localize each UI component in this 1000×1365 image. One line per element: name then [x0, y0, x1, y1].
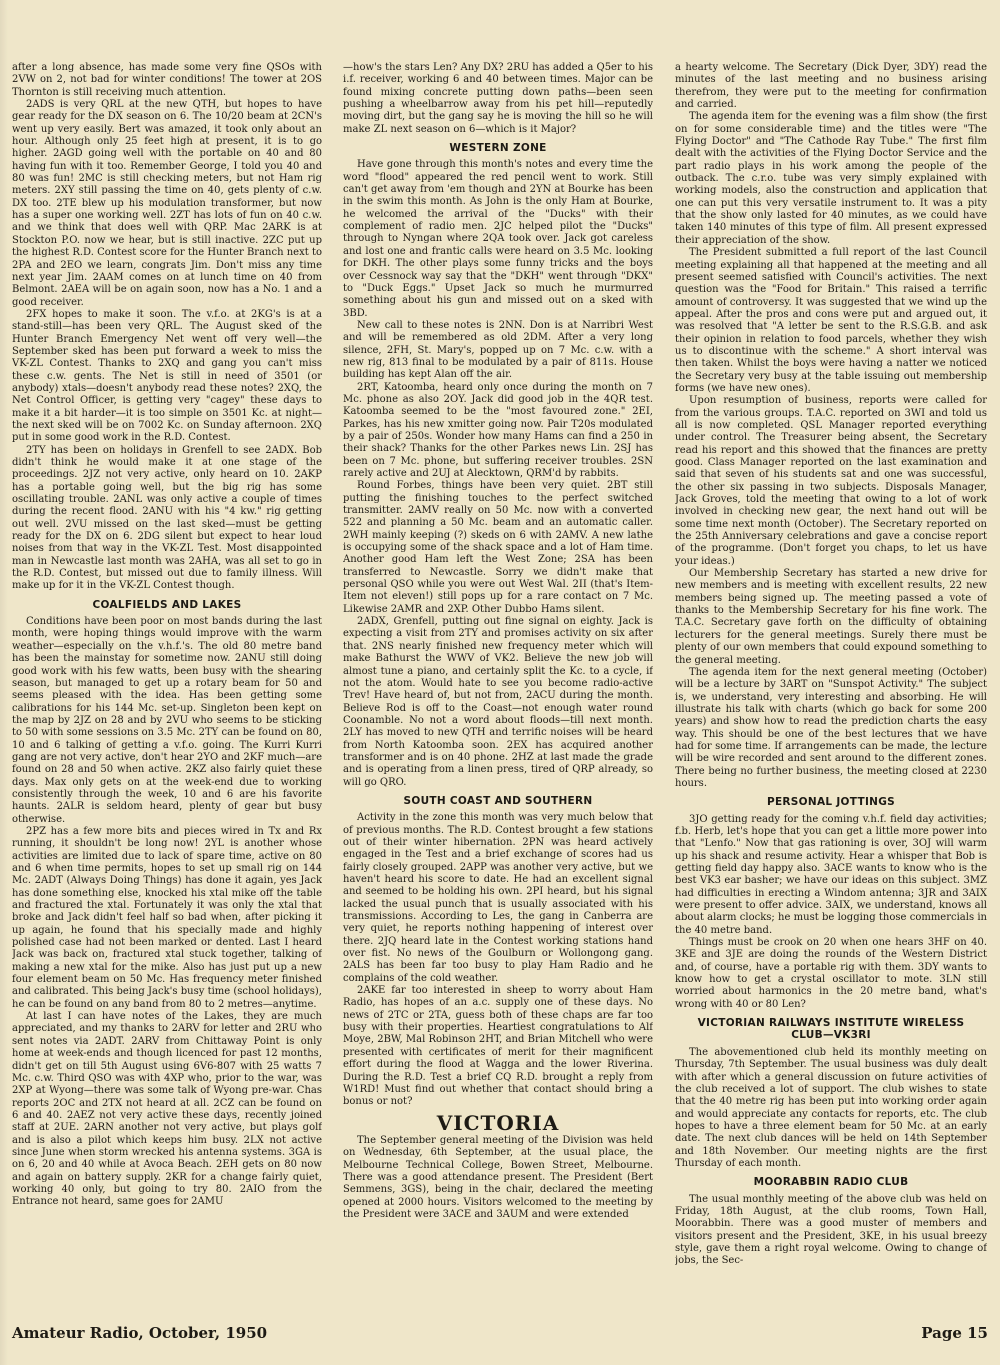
section-heading: MOORABBIN RADIO CLUB: [753, 1176, 909, 1189]
paragraph: 2ADX, Grenfell, putting out fine signal on eighty. Jack is expecting a visit from 2TY and promises activity on six after that. 2NS nearly finished new frequency meter which will make Bathurst the WWV of VK2. Believe the new job will almost tune a piano, and certainly split the Kc. to a cycle, if not the atom. Would hate to see you become radio-active Trev! Have heard of, but not from, 2ACU during the month. Believe Rod is off to the Coast—not enough water round Coonamble. No not a word about floods—till next month. 2LY has moved to new QTH and terrific noises will be heard from North Katoomba soon. 2EX has acquired another transformer and is on 40 phone. 2HZ at last made the grade and is operating from a linen press, tired of QRP already, so will go QRO.: [343, 616, 653, 788]
paragraph: 2FX hopes to make it soon. The v.f.o. at 2KG's is at a stand-still—has been very QRL. The August sked of the Hunter Branch Emergency Net went off very well—the September sked has been put forward a week to miss the VK-ZL Contest. Thanks to 2XQ and gang you can't miss these c.w. gents. The Net is still in need of 3501 (or anybody) xtals—doesn't anybody read these notes? 2XQ, the Net Control Officer, is getting very "cagey" these days to make it a bit harder—it is too simple on 3501 Kc. at night—the next sked will be on 7002 Kc. on Sunday afternoon. 2XQ put in some good work in the R.D. Contest.: [12, 308, 322, 444]
page-footer: [12, 1324, 988, 1348]
page-number: Page 15: [921, 1324, 988, 1342]
page-edge-shadow: [0, 0, 8, 1365]
paragraph: Our Membership Secretary has started a new drive for new members and is meeting with excellent results, 22 new members being signed up. The meeting passed a vote of thanks to the Membership Secretary for his fine work. The T.A.C. Secretary gave forth on the difficulty of obtaining lecturers for the general meetings. Surely there must be plenty of our own members that could expound something to the general meeting.: [675, 568, 987, 666]
paragraph: 2AKE far too interested in sheep to worry about Ham Radio, has hopes of an a.c. supply one of these days. No news of 2TC or 2TA, guess both of these chaps are far too busy with their properties. Heartiest congratulations to Alf Moye, 2BW, Mal Robinson 2HT, and Brian Mitchell who were presented with certificates of merit for their magnificent effort during the flood at Wagga and the lower Riverina. During the R.D. Test a brief CQ R.D. brought a reply from W1RD! Must find out whether that contact should bring a bonus or not?: [343, 985, 653, 1108]
column-2: [343, 62, 653, 1317]
paragraph: Activity in the zone this month was very much below that of previous months. The R.D. Contest brought a few stations out of their winter hibernation. 2PN was heard actively engaged in the Test and a brief exchange of scores had us fairly closely grouped. 2APP was another very active, but we haven't heard his score to date. He had an excellent signal and seemed to be holding his own. 2PI heard, but his signal lacked the usual punch that is usually associated with his transmissions. According to Les, the gang in Canberra are very quiet, he reports nothing happening of interest over there. 2JQ heard late in the Contest working stations hand over fist. No news of the Goulburn or Wollongong gang. 2ALS has been far too busy to play Ham Radio and he complains of the cold weather.: [343, 812, 653, 984]
state-heading: VICTORIA: [436, 1110, 560, 1135]
paragraph: At last I can have notes of the Lakes, they are much appreciated, and my thanks to 2ARV for letter and 2RU who sent notes via 2ADT. 2ARV from Chittaway Point is only home at week-ends and though licenced for past 12 months, didn't get on till 5th August using 6V6-807 with 25 watts 7 Mc. c.w. Third QSO was with 4XP who, prior to the war, was 2XP at Wyong—there was some talk of Wyong pre-war. Chas reports 2OC and 2TX not heard at all. 2CZ can be found on 6 and 40. 2AEZ not very active these days, recently joined staff at 2UE. 2ARN another not very active, but plays golf and is also a pilot which keeps him busy. 2LX not active since June when storm wrecked his antenna systems. 3GA is on 6, 20 and 40 while at Avoca Beach. 2EH gets on 80 now and again on battery supply. 2KR for a change fairly quiet, working 40 only, but going to try 80. 2AIO from the Entrance not heard, same goes for 2AMU: [12, 1011, 322, 1208]
paragraph: Have gone through this month's notes and every time the word "flood" appeared the red pencil went to work. Still can't get away from 'em though and 2YN at Bourke has been in the swim this month. As John is the only Ham at Bourke, he welcomed the arrival of the "Ducks" with their complement of radio men. 2JC helped pilot the "Ducks" through to Nyngan where 2QA took over. Jack got careless and lost one and frantic calls were heard on 3.5 Mc. looking for DKH. The other plays some funny tricks and the boys over Cessnock way say that the "DKH" went through "DKX" to "Duck Eggs." Upset Jack so much he murmurred something about his gun and missed out on a sked with 3BD.: [343, 159, 653, 319]
paragraph: 2PZ has a few more bits and pieces wired in Tx and Rx running, it shouldn't be long now! 2YL is another whose activities are limited due to lack of spare time, active on 80 and 6 when time permits, hopes to set up small rig on 144 Mc. 2ADT (Always Doing Things) has done it again, yes Jack has done something else, knocked his xtal mike off the table and fractured the xtal. Fortunately it was only the xtal that broke and Jack didn't feel half so bad when, after picking it up again, he found that his specially made and highly polished case had not been marked or dented. Last I heard Jack was back on, fractured xtal stuck together, talking of making a new xtal for the mike. Also has just put up a new four element beam on 50 Mc. Has frequency meter finished and calibrated. This being Jack's busy time (school holidays), he can be found on any band from 80 to 2 metres—anytime.: [12, 825, 322, 1010]
paragraph: Round Forbes, things have been very quiet. 2BT still putting the finishing touches to the perfect switched transmitter. 2AMV really on 50 Mc. now with a converted 522 and planning a 50 Mc. beam and an automatic caller. 2WH mainly keeping (?) skeds on 6 with 2AMV. A new lathe is occupying some of the shack space and a lot of Ham time. Another good Ham left the West Zone; 2SA has been transferred to Newcastle. Sorry we didn't make that personal QSO while you were out West Wal. 2II (that's Item-Item not eleven!) still pops up for a rare contact on 7 Mc. Likewise 2AMR and 2XP. Other Dubbo Hams silent.: [343, 480, 653, 615]
section-heading: WESTERN ZONE: [449, 142, 547, 155]
column-3: [675, 62, 987, 1317]
section-heading: PERSONAL JOTTINGS: [766, 796, 896, 809]
paragraph: Conditions have been poor on most bands during the last month, were hoping things would improve with the warm weather—especially on the v.h.f.'s. The old 80 metre band has been the mainstay for sometime now. 2ANU still doing good work with his few watts, been busy with the shearing season, but managed to get up a rotary beam for 50 and seems pleased with the idea. Has been getting some calibrations for his 144 Mc. set-up. Singleton been kept on the map by 2JZ on 28 and by 2VU who seems to be sticking to 50 with some sessions on 3.5 Mc. 2TY can be found on 80, 10 and 6 talking of getting a v.f.o. going. The Kurri Kurri gang are not very active, don't hear 2YO and 2KF much—are found on 28 and 50 when active. 2KZ also fairly quiet these days. Max only gets on at the week-end due to working consistently through the week, 10 and 6 are his favorite haunts. 2ALR is seldom heard, plenty of gear but busy otherwise.: [12, 616, 322, 825]
paragraph: 2TY has been on holidays in Grenfell to see 2ADX. Bob didn't think he would make it at one stage of the proceedings. 2JZ not very active, only heard on 10. 2AKP has a portable going well, but the big rig has some oscillating trouble. 2ANL was only active a couple of times during the recent flood. 2ANU with his "4 kw." rig getting out well. 2VU missed on the last sked—must be getting ready for the DX on 6. 2DG silent but expect to hear loud noises from that way in the VK-ZL Test. Most disappointed man in Newcastle last month was 2AHA, was all set to go in the R.D. Contest, but missed out due to family illness. Will make up for it in the VK-ZL Contest though.: [12, 444, 322, 592]
paragraph: The agenda item for the next general meeting (October) will be a lecture by 3ART on "Sunspot Activity." The subject is, we understand, very interesting and absorbing. He will illustrate his talk with charts (which go back for some 200 years) and show how to read the prediction charts the easy way. This should be one of the best lectures that we have had for some time. If arrangements can be made, the lecture will be wire recorded and sent around to the different zones. There being no further business, the meeting closed at 2230 hours.: [675, 666, 987, 789]
section-heading: COALFIELDS AND LAKES: [92, 598, 242, 611]
paragraph: The September general meeting of the Division was held on Wednesday, 6th September, at the usual place, the Melbourne Technical College, Bowen Street, Melbourne. There was a good attendance present. The President (Bert Semmens, 3GS), being in the chair, declared the meeting opened at 2000 hours. Visitors welcomed to the meeting by the President were 3ACE and 3AUM and were extended: [343, 1134, 653, 1220]
section-heading-line2: CLUB—VK3RI: [791, 1029, 871, 1042]
paragraph: 3JO getting ready for the coming v.h.f. field day activities; f.b. Herb, let's hope that you can get a little more power into that "Lenfo." Now that gas rationing is over, 3OJ will warm up his shack and resume activity. Hear a whisper that Bob is getting field day happy also. 3ACE wants to know who is the best VK3 ear basher; we have our ideas on this subject. 3MZ had difficulties in erecting a Windom antenna; 3JR and 3AIX were present to offer advice. 3AIX, we understand, knows all about alarm clocks; he must be logging those commercials in the 40 metre band.: [675, 813, 987, 936]
paragraph: The usual monthly meeting of the above club was held on Friday, 18th August, at the club rooms, Town Hall, Moorabbin. There was a good muster of members and visitors present and the President, 3KE, in his usual breezy style, gave them a right royal welcome. Owing to change of jobs, the Sec-: [675, 1193, 987, 1267]
paragraph: The President submitted a full report of the last Council meeting explaining all that happened at the meeting and all present seemed satisfied with Council's activities. The next question was the "Food for Britain." This raised a terrific amount of controversy. It was suggested that we wind up the appeal. After the pros and cons were put and argued out, it was resolved that "A letter be sent to the R.S.G.B. and ask their opinion in relation to food parcels, whether they wish us to discontinue with the scheme." A short interval was then taken. Whilst the boys were having a natter we noticed the Secretary very busy at the table issuing out membership forms (we have new ones).: [675, 247, 987, 394]
paragraph: Upon resumption of business, reports were called for from the various groups. T.A.C. reported on 3WI and told us all is now completed. QSL Manager reported everything under control. The Treasurer being absent, the Secretary read his report and this showed that the finances are pretty good. Class Manager reported on the last examination and said that seven of his students sat and one was successful, the other six passing in two subjects. Disposals Manager, Jack Groves, told the meeting that owing to a lot of work involved in checking new gear, the next hand out will be some time next month (October). The Secretary reported on the 25th Anniversary celebrations and gave a concise report of the programme. (Don't forget you chaps, to let us have your ideas.): [675, 395, 987, 567]
publication-info: Amateur Radio, October, 1950: [12, 1324, 268, 1342]
paragraph: after a long absence, has made some very fine QSOs with 2VW on 2, not bad for winter conditions! The tower at 2OS Thornton is still receiving much attention.: [12, 62, 322, 98]
paragraph: —how's the stars Len? Any DX? 2RU has added a Q5er to his i.f. receiver, working 6 and 40 between times. Major can be found mixing concrete putting down paths—been seen pushing a wheelbarrow away from his pet hill—reputedly moving dirt, but the gang say he is moving the hill so he will make ZL next season on 6—which is it Major?: [343, 62, 653, 135]
paragraph: Things must be crook on 20 when one hears 3HF on 40. 3KE and 3JE are doing the rounds of the Western District and, of course, have a portable rig with them. 3DY wants to know how to get a crystal oscillator to mote. 3LN still worried about harmonics in the 20 metre band, what's wrong with 40 or 80 Len?: [675, 937, 987, 1010]
column-1: [12, 62, 322, 1317]
paragraph: The abovementioned club held its monthly meeting on Thursday, 7th September. The usual business was duly dealt with after which a general discussion on future activities of the club received a lot of support. The club wishes to state that the 40 metre rig has been put into working order again and would appreciate any contacts for reports, etc. The club hopes to have a three element beam for 50 Mc. at an early date. The next club dances will be held on 14th September and 18th November. Our meeting nights are the first Thursday of each month.: [675, 1046, 987, 1169]
paragraph: 2ADS is very QRL at the new QTH, but hopes to have gear ready for the DX season on 6. The 10/20 beam at 2CN's went up very easily. Bert was amazed, it took only about an hour. Although only 25 feet high at present, it is to go higher. 2AGD going well with the portable on 40 and 80 having fun with it too. Remember George, I told you 40 and 80 was fun! 2MC is still checking meters, but not Ham rig meters. 2XY still passing the time on 40, gets plenty of c.w. DX too. 2TE blew up his modulation transformer, but now has a super one working well. 2ZT has lots of fun on 40 c.w. and we think that does well with QRP. Mac 2ARK is at Stockton P.O. now we hear, but is still inactive. 2ZC put up the highest R.D. Contest score for the Hunter Branch next to 2PA and 2EO we learn, congrats Jim. Don't miss any time next year Jim. 2AAM comes on at lunch time on 40 from Belmont. 2AEA will be on again soon, now has a No. 1 and a good receiver.: [12, 99, 322, 308]
paragraph: a hearty welcome. The Secretary (Dick Dyer, 3DY) read the minutes of the last meeting and no business arising therefrom, they were put to the meeting for confirmation and carried.: [675, 62, 987, 111]
paragraph: The agenda item for the evening was a film show (the first on for some considerable time) and the titles were "The Flying Doctor" and "The Cathode Ray Tube." The first film dealt with the activities of the Flying Doctor Service and the part radio plays in his work among the people of the outback. The c.r.o. tube was very simply explained with working models, also the construction and application that one can put this very versatile instrument to. It was a pity that the show only lasted for 40 minutes, as we could have taken 140 minutes of this type of film. All present expressed their appreciation of the show.: [675, 111, 987, 246]
paragraph: 2RT, Katoomba, heard only once during the month on 7 Mc. phone as also 2OY. Jack did good job in the 4QR test. Katoomba seemed to be the "most favoured zone." 2EI, Parkes, has his new xmitter going now. Pair T20s modulated by a pair of 250s. Wonder how many Hams can find a 250 in their shack? Thanks for the other Parkes news Lin. 2SJ has been on 7 Mc. phone, but suffering receiver troubles. 2SN rarely active and 2UJ at Alecktown, QRM'd by rabbits.: [343, 381, 653, 479]
section-heading: VICTORIAN RAILWAYS INSTITUTE WIRELESS: [697, 1017, 965, 1030]
section-heading: SOUTH COAST AND SOUTHERN: [403, 794, 593, 807]
paragraph: New call to these notes is 2NN. Don is at Narribri West and will be remembered as old 2DM. After a very long silence, 2FH, St. Mary's, popped up on 7 Mc. c.w. with a new rig, 813 final to be modulated by a pair of 811s. House building has kept Alan off the air.: [343, 319, 653, 381]
